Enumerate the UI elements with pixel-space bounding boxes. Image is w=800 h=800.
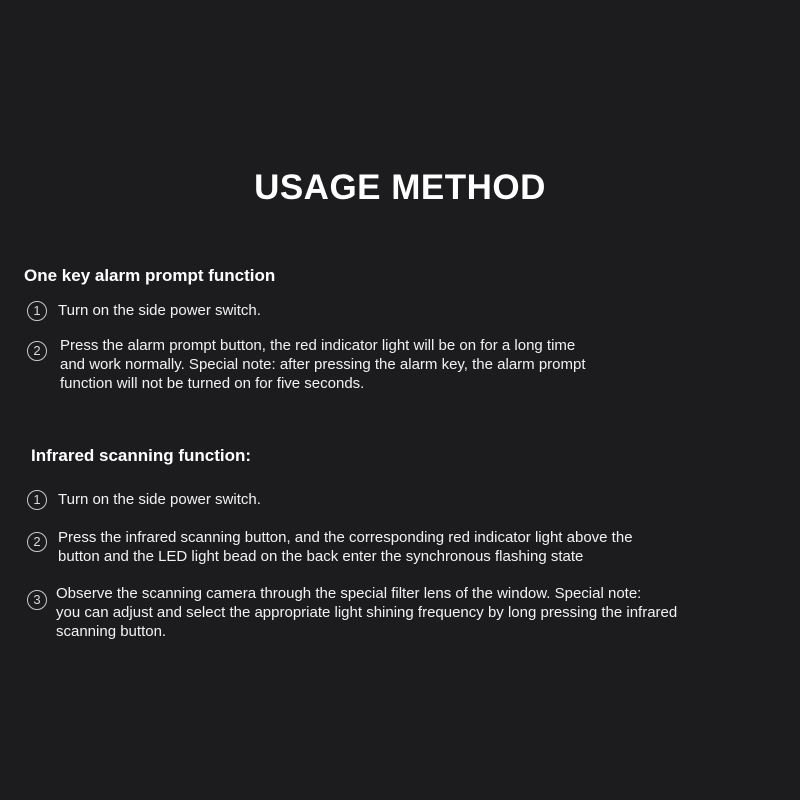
section-heading-alarm: One key alarm prompt function: [24, 266, 276, 285]
step-item: [27, 336, 586, 393]
page-title: USAGE METHOD: [254, 168, 546, 207]
step-number-icon: 1: [27, 490, 47, 510]
step-text: Observe the scanning camera through the special filter lens of the window. Special note: you can adjust and select the appropriate light shining frequency by long pressing the infrared scanning button.: [56, 585, 678, 640]
section-heading-infrared: Infrared scanning function:: [31, 446, 252, 465]
step-text: Turn on the side power switch.: [58, 491, 261, 508]
step-text: Press the infrared scanning button, and the corresponding red indicator light above the button and the LED light bead on the back enter the synchronous flashing state: [58, 529, 633, 565]
step-number-icon: 2: [27, 341, 47, 361]
step-number-icon: 2: [27, 532, 47, 552]
step-item: [27, 584, 677, 641]
step-text: Turn on the side power switch.: [58, 302, 261, 319]
step-item: [27, 301, 261, 321]
step-item: [27, 490, 261, 510]
step-number-icon: 1: [27, 301, 47, 321]
step-text: Press the alarm prompt button, the red indicator light will be on for a long time and work normally. Special note: after pressing the alarm key, the alarm prompt function will not be turned on for five seconds.: [60, 337, 586, 392]
step-item: [27, 528, 633, 566]
step-number-icon: 3: [27, 590, 47, 610]
